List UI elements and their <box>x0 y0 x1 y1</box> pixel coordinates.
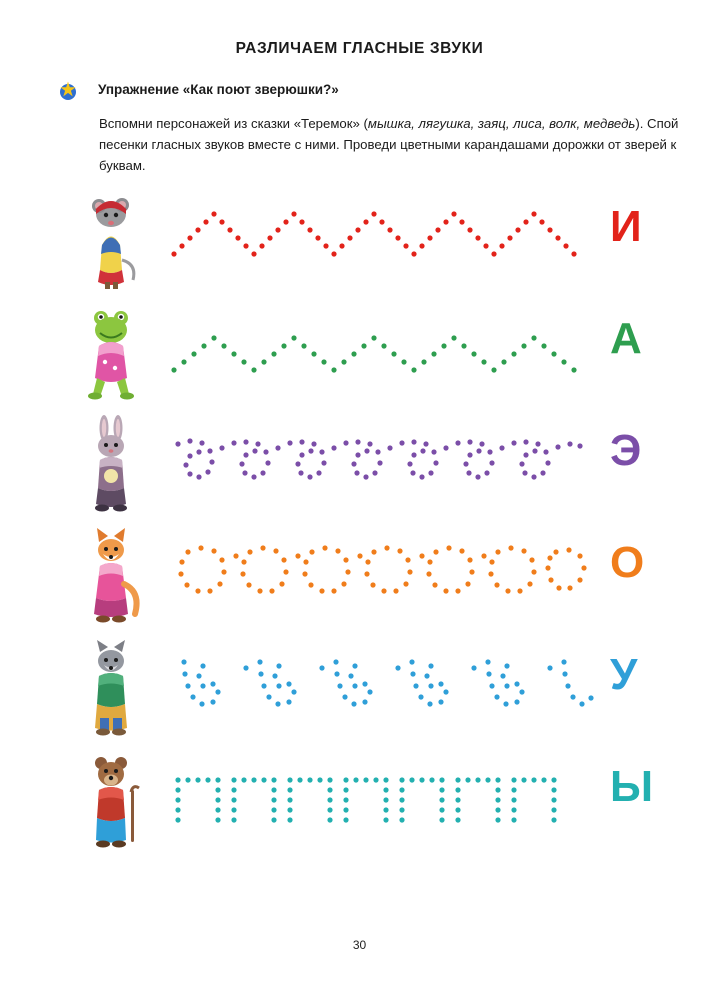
tracing-rows <box>0 190 719 862</box>
hare-illustration <box>75 414 147 514</box>
star-icon <box>57 80 79 102</box>
oval-loops-track <box>168 526 598 626</box>
instructions-part2: ). Спой песенки гласных звуков вместе с ними. Проведи цветными карандашами дорожки от зверей к буквам. <box>99 116 679 173</box>
exercise-title: Упражнение «Как поют зверюшки?» <box>98 82 339 97</box>
fox-illustration <box>75 526 147 626</box>
instructions-animal-list: мышка, лягушка, заяц, лиса, волк, медведь <box>367 116 636 131</box>
exercise-header <box>57 80 677 102</box>
letter-u: У <box>610 650 638 699</box>
tracing-row <box>0 638 719 742</box>
letter-o: О <box>610 538 645 587</box>
tracing-row <box>0 302 719 406</box>
letter-e: Э <box>610 426 642 475</box>
instructions-part1: Вспомни персонажей из сказки «Теремок» ( <box>99 116 368 131</box>
square-wave-track <box>168 750 598 850</box>
triangle-wave-track <box>168 302 598 402</box>
page-number: 30 <box>352 938 367 952</box>
tracing-row <box>0 414 719 518</box>
bear-illustration <box>75 750 147 850</box>
letter-a: А <box>610 314 642 363</box>
loop-arch-track <box>168 414 598 514</box>
wolf-illustration <box>75 638 147 738</box>
tracing-row <box>0 526 719 630</box>
tracing-row <box>0 190 719 294</box>
tracing-row <box>0 750 719 854</box>
instructions-text <box>99 113 679 176</box>
letter-i: И <box>610 202 642 251</box>
frog-illustration <box>75 302 147 402</box>
mouse-illustration <box>75 190 147 290</box>
hook-loops-track <box>168 638 598 738</box>
letter-y: Ы <box>610 762 654 811</box>
zigzag-wave-track <box>168 190 598 290</box>
page-title: РАЗЛИЧАЕМ ГЛАСНЫЕ ЗВУКИ <box>235 40 484 57</box>
